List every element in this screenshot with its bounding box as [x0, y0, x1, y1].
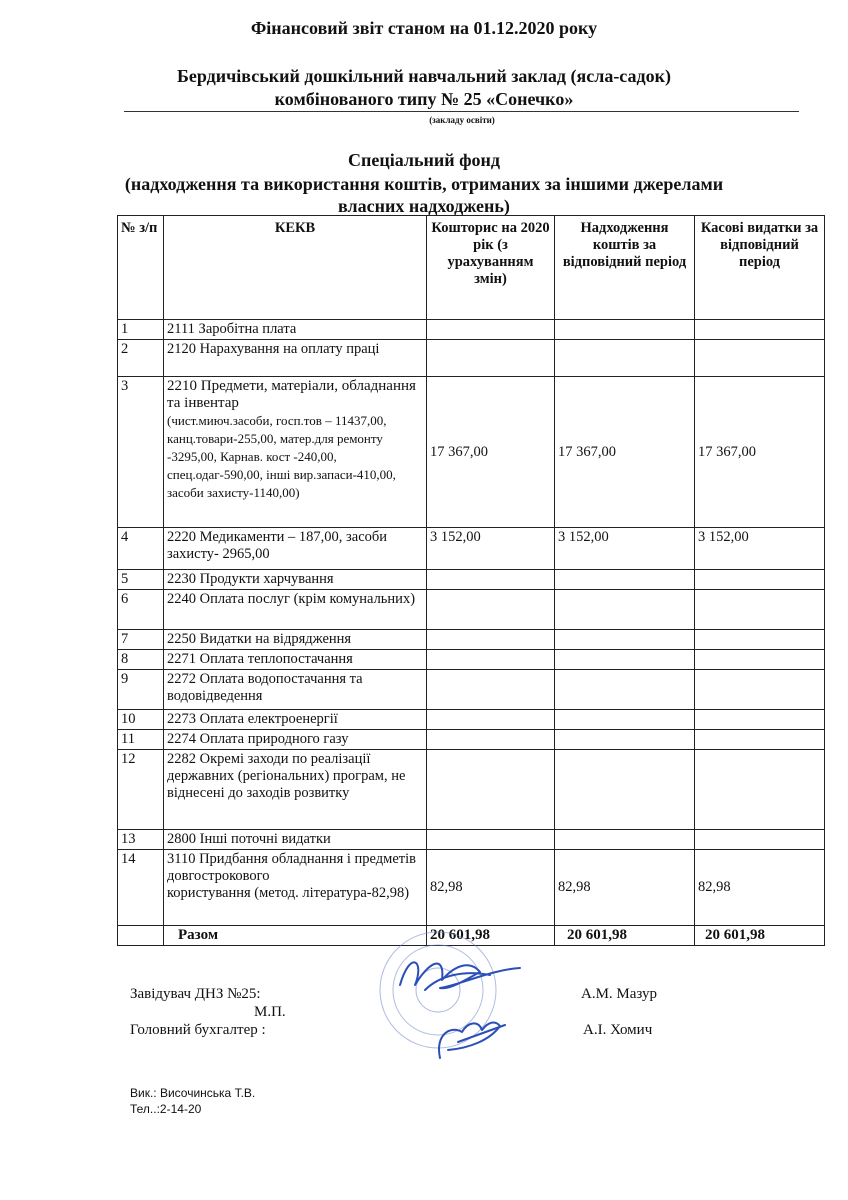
row-expenses — [695, 650, 825, 670]
col-header-no: № з/п — [118, 216, 164, 320]
row-kekv-title: 3110 Придбання обладнання і предметів довгострокового — [167, 851, 417, 884]
row-budget — [427, 650, 555, 670]
institution-underline — [124, 111, 799, 112]
fund-subtitle-line2: власних надходжень) — [338, 196, 510, 216]
accountant-name: А.І. Хомич — [583, 1022, 653, 1038]
row-budget — [427, 320, 555, 340]
row-no: 13 — [118, 830, 164, 850]
row-budget: 3 152,00 — [427, 528, 555, 570]
row-receipts: 17 367,00 — [555, 377, 695, 528]
institution-name-line2: комбінованого типу № 25 «Сонечко» — [274, 89, 574, 109]
row-budget — [427, 570, 555, 590]
table-row — [118, 830, 825, 850]
row-kekv-title: 2210 Предмети, матеріали, обладнання та інвентар — [167, 378, 416, 411]
seal-mark: М.П. — [254, 1004, 286, 1020]
row-expenses — [695, 570, 825, 590]
table-row — [118, 570, 825, 590]
row-expenses — [695, 750, 825, 830]
report-title: Фінансовий звіт станом на 01.12.2020 року — [250, 18, 598, 38]
row-budget — [427, 590, 555, 630]
row-no: 9 — [118, 670, 164, 710]
row-kekv — [164, 850, 427, 926]
row-receipts — [555, 670, 695, 710]
financial-table — [117, 215, 825, 946]
row-receipts — [555, 650, 695, 670]
row-receipts — [555, 730, 695, 750]
executor-info: Вик.: Височинська Т.В. — [130, 1086, 256, 1100]
table-row — [118, 710, 825, 730]
row-receipts — [555, 320, 695, 340]
row-receipts — [555, 570, 695, 590]
institution-name-line1: Бердичівський дошкільний навчальний заклад (ясла-садок) — [176, 66, 671, 86]
row-budget: 82,98 — [427, 850, 555, 926]
table-row — [118, 670, 825, 710]
total-receipts: 20 601,98 — [555, 926, 695, 946]
row-no: 12 — [118, 750, 164, 830]
table-row — [118, 528, 825, 570]
row-budget — [427, 670, 555, 710]
row-expenses — [695, 340, 825, 377]
head-name: А.М. Мазур — [581, 986, 658, 1002]
head-label: Завідувач ДНЗ №25: — [130, 986, 261, 1002]
row-budget — [427, 750, 555, 830]
col-header-budget: Кошторис на 2020 рік (з урахуванням змін) — [427, 216, 555, 320]
table-row — [118, 377, 825, 528]
row-no: 2 — [118, 340, 164, 377]
row-receipts — [555, 830, 695, 850]
row-expenses: 17 367,00 — [695, 377, 825, 528]
row-kekv: 2282 Окремі заходи по реалізації державних (регіональних) програм, не віднесені до заходів розвитку — [164, 750, 427, 830]
row-receipts — [555, 750, 695, 830]
row-receipts: 3 152,00 — [555, 528, 695, 570]
col-header-kekv: КЕКВ — [164, 216, 427, 320]
row-kekv: 2271 Оплата теплопостачання — [164, 650, 427, 670]
row-receipts — [555, 710, 695, 730]
row-kekv: 2220 Медикаменти – 187,00, засоби захисту- 2965,00 — [164, 528, 427, 570]
row-expenses — [695, 630, 825, 650]
row-receipts — [555, 590, 695, 630]
row-kekv: 2272 Оплата водопостачання та водовідведення — [164, 670, 427, 710]
row-kekv-note: (чист.миюч.засоби, госп.тов – 11437,00, канц.товари-255,00, матер.для ремонту -3295,00, Карнав. кост -240,00, спец.одаг-590,00, інші вир.запаси-410,00, засоби захисту-1140,00) — [167, 413, 396, 500]
row-no: 5 — [118, 570, 164, 590]
official-stamp-with-signatures — [370, 930, 540, 1060]
institution-caption: (закладу освіти) — [429, 115, 495, 125]
fund-subtitle-line1: (надходження та використання коштів, отриманих за іншими джерелами — [124, 174, 724, 194]
row-kekv: 2250 Видатки на відрядження — [164, 630, 427, 650]
total-no — [118, 926, 164, 946]
row-kekv: 2273 Оплата електроенергії — [164, 710, 427, 730]
row-kekv: 2111 Заробітна плата — [164, 320, 427, 340]
row-no: 6 — [118, 590, 164, 630]
table-row — [118, 750, 825, 830]
row-budget — [427, 830, 555, 850]
row-no: 3 — [118, 377, 164, 528]
row-expenses — [695, 590, 825, 630]
row-expenses: 3 152,00 — [695, 528, 825, 570]
accountant-label: Головний бухгалтер : — [130, 1022, 266, 1038]
table-header-row — [118, 216, 825, 320]
row-budget — [427, 630, 555, 650]
row-kekv-note: користування (метод. література-82,98) — [167, 885, 410, 901]
col-header-expenses: Касові видатки за відповідний період — [695, 216, 825, 320]
table-row — [118, 730, 825, 750]
table-row — [118, 630, 825, 650]
row-expenses: 82,98 — [695, 850, 825, 926]
total-expenses: 20 601,98 — [695, 926, 825, 946]
row-expenses — [695, 710, 825, 730]
table-row — [118, 850, 825, 926]
row-no: 8 — [118, 650, 164, 670]
total-label: Разом — [164, 926, 427, 946]
row-kekv — [164, 377, 427, 528]
table-row — [118, 590, 825, 630]
col-header-receipts: Надходження коштів за відповідний період — [555, 216, 695, 320]
row-kekv: 2240 Оплата послуг (крім комунальних) — [164, 590, 427, 630]
row-no: 7 — [118, 630, 164, 650]
table-row — [118, 650, 825, 670]
row-expenses — [695, 730, 825, 750]
row-budget — [427, 730, 555, 750]
row-budget — [427, 340, 555, 377]
executor-phone: Тел..:2-14-20 — [130, 1102, 202, 1116]
row-expenses — [695, 670, 825, 710]
row-budget — [427, 710, 555, 730]
row-expenses — [695, 320, 825, 340]
row-no: 4 — [118, 528, 164, 570]
row-receipts — [555, 630, 695, 650]
row-receipts — [555, 340, 695, 377]
row-kekv: 2230 Продукти харчування — [164, 570, 427, 590]
row-kekv: 2274 Оплата природного газу — [164, 730, 427, 750]
row-kekv: 2800 Інші поточні видатки — [164, 830, 427, 850]
table-row — [118, 320, 825, 340]
total-budget: 20 601,98 — [427, 926, 555, 946]
row-expenses — [695, 830, 825, 850]
row-no: 11 — [118, 730, 164, 750]
fund-title: Спеціальний фонд — [347, 150, 501, 170]
row-receipts: 82,98 — [555, 850, 695, 926]
table-row — [118, 340, 825, 377]
row-no: 1 — [118, 320, 164, 340]
row-no: 10 — [118, 710, 164, 730]
row-kekv: 2120 Нарахування на оплату праці — [164, 340, 427, 377]
row-no: 14 — [118, 850, 164, 926]
row-budget: 17 367,00 — [427, 377, 555, 528]
